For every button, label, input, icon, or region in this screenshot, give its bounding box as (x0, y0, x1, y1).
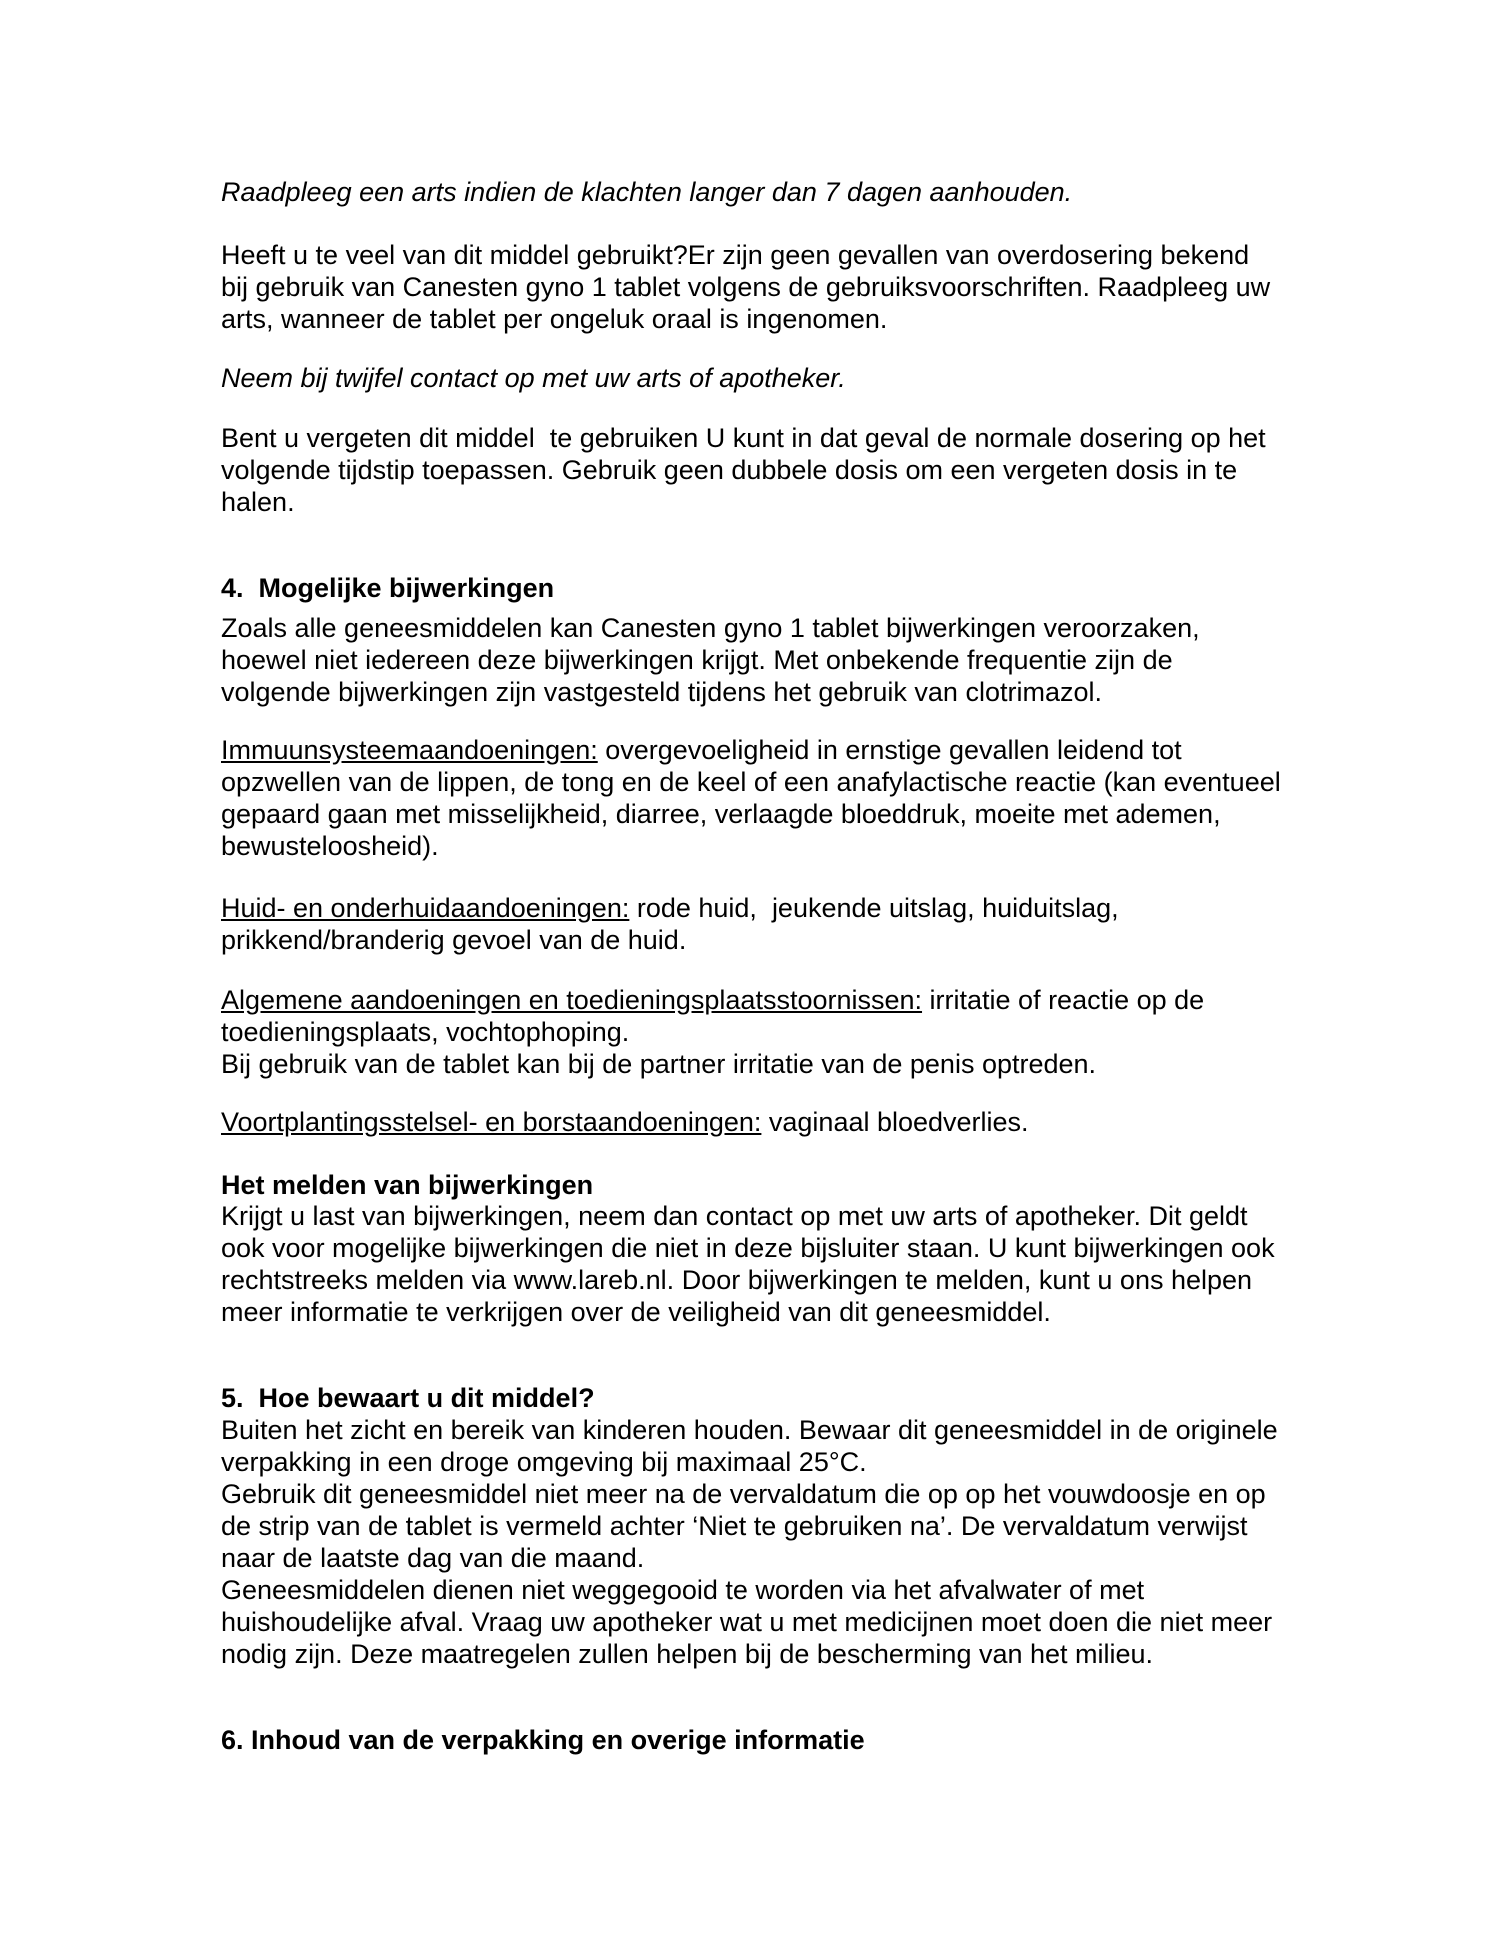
text-run: 6. Inhoud van de verpakking en overige informatie (221, 1725, 865, 1755)
text-line (221, 1542, 1311, 1574)
text-run: naar de laatste dag van die maand. (221, 1543, 645, 1573)
text-line (221, 303, 1311, 335)
text-line (221, 676, 1311, 708)
text-run: volgende tijdstip toepassen. Gebruik geen dubbele dosis om een vergeten dosis in te (221, 455, 1238, 485)
paragraph-storage-instructions (221, 1414, 1311, 1670)
text-line (221, 798, 1311, 830)
text-run: 4. Mogelijke bijwerkingen (221, 573, 555, 603)
text-run: Buiten het zicht en bereik van kinderen houden. Bewaar dit geneesmiddel in de originele (221, 1415, 1278, 1445)
paragraph-immune-system-disorders (221, 734, 1311, 862)
paragraph-doubt-contact-note (221, 362, 1311, 394)
text-run: halen. (221, 487, 295, 517)
subheading-reporting-side-effects (221, 1169, 1311, 1201)
text-line (221, 1414, 1311, 1446)
text-run: overgevoeligheid in ernstige gevallen leidend tot (597, 735, 1182, 765)
paragraph-side-effects-intro (221, 612, 1311, 708)
paragraph-overdose (221, 239, 1311, 335)
text-line (221, 1574, 1311, 1606)
text-line (221, 644, 1311, 676)
text-line (221, 734, 1311, 766)
text-run: ook voor mogelijke bijwerkingen die niet in deze bijsluiter staan. U kunt bijwerkingen ook (221, 1233, 1275, 1263)
text-line (221, 1382, 1311, 1414)
heading-section-5 (221, 1382, 1311, 1414)
text-line (221, 454, 1311, 486)
text-line (221, 1169, 1311, 1201)
underlined-term: Huid- en onderhuidaandoeningen: (221, 893, 630, 923)
heading-section-6 (221, 1724, 1311, 1756)
text-run: meer informatie te verkrijgen over de veiligheid van dit geneesmiddel. (221, 1297, 1051, 1327)
text-line (221, 892, 1311, 924)
text-run: 5. Hoe bewaart u dit middel? (221, 1383, 595, 1413)
text-run: gepaard gaan met misselijkheid, diarree, verlaagde bloeddruk, moeite met ademen, (221, 799, 1221, 829)
text-run: Krijgt u last van bijwerkingen, neem dan contact op met uw arts of apotheker. Dit geldt (221, 1201, 1248, 1231)
text-line (221, 1264, 1311, 1296)
text-line (221, 1724, 1311, 1756)
text-line (221, 1106, 1311, 1138)
text-run: opzwellen van de lippen, de tong en de keel of een anafylactische reactie (kan eventueel (221, 767, 1281, 797)
text-run: de strip van de tablet is vermeld achter ‘Niet te gebruiken na’. De vervaldatum verwijst (221, 1511, 1248, 1541)
text-line (221, 572, 1311, 604)
text-run: Zoals alle geneesmiddelen kan Canesten gyno 1 tablet bijwerkingen veroorzaken, (221, 613, 1200, 643)
text-line (221, 924, 1311, 956)
text-line (221, 422, 1311, 454)
text-run: bewusteloosheid). (221, 831, 439, 861)
text-run: Neem bij twijfel contact op met uw arts of apotheker. (221, 363, 846, 393)
paragraph-consult-doctor-note (221, 176, 1311, 208)
text-run: vaginaal bloedverlies. (761, 1107, 1029, 1137)
text-line (221, 271, 1311, 303)
underlined-term: Algemene aandoeningen en toedieningsplaatsstoornissen: (221, 985, 923, 1015)
text-run: irritatie of reactie op de (922, 985, 1205, 1015)
text-run: arts, wanneer de tablet per ongeluk oraal is ingenomen. (221, 304, 888, 334)
text-line (221, 1638, 1311, 1670)
text-run: bij gebruik van Canesten gyno 1 tablet volgens de gebruiksvoorschriften. Raadpleeg uw (221, 272, 1271, 302)
text-run: nodig zijn. Deze maatregelen zullen helpen bij de bescherming van het milieu. (221, 1639, 1154, 1669)
text-line (221, 1510, 1311, 1542)
text-line (221, 486, 1311, 518)
paragraph-general-disorders (221, 984, 1311, 1080)
paragraph-forgotten-dose (221, 422, 1311, 518)
text-run: prikkend/branderig gevoel van de huid. (221, 925, 687, 955)
text-run: Bent u vergeten dit middel te gebruiken U kunt in dat geval de normale dosering op het (221, 423, 1266, 453)
text-line (221, 1478, 1311, 1510)
underlined-term: Immuunsysteemaandoeningen: (221, 735, 598, 765)
text-run: Gebruik dit geneesmiddel niet meer na de vervaldatum die op op het vouwdoosje en op (221, 1479, 1266, 1509)
text-run: huishoudelijke afval. Vraag uw apotheker wat u met medicijnen moet doen die niet meer (221, 1607, 1273, 1637)
text-line (221, 176, 1311, 208)
text-run: Bij gebruik van de tablet kan bij de partner irritatie van de penis optreden. (221, 1049, 1097, 1079)
text-line (221, 1296, 1311, 1328)
text-line (221, 1016, 1311, 1048)
underlined-term: Voortplantingsstelsel- en borstaandoeningen: (221, 1107, 762, 1137)
text-line (221, 362, 1311, 394)
text-line (221, 1048, 1311, 1080)
heading-section-4 (221, 572, 1311, 604)
text-run: Geneesmiddelen dienen niet weggegooid te worden via het afvalwater of met (221, 1575, 1145, 1605)
text-run: Raadpleeg een arts indien de klachten langer dan 7 dagen aanhouden. (221, 177, 1073, 207)
paragraph-skin-disorders (221, 892, 1311, 956)
text-line (221, 1606, 1311, 1638)
paragraph-reporting-side-effects (221, 1200, 1311, 1328)
text-line (221, 766, 1311, 798)
text-line (221, 1200, 1311, 1232)
text-line (221, 612, 1311, 644)
text-run: Het melden van bijwerkingen (221, 1170, 594, 1200)
text-run: rode huid, jeukende uitslag, huiduitslag, (629, 893, 1119, 923)
text-line (221, 984, 1311, 1016)
text-run: Heeft u te veel van dit middel gebruikt?Er zijn geen gevallen van overdosering bekend (221, 240, 1250, 270)
paragraph-reproductive-disorders (221, 1106, 1311, 1138)
text-line (221, 830, 1311, 862)
text-run: verpakking in een droge omgeving bij maximaal 25°C. (221, 1447, 867, 1477)
text-line (221, 239, 1311, 271)
text-line (221, 1446, 1311, 1478)
text-run: volgende bijwerkingen zijn vastgesteld tijdens het gebruik van clotrimazol. (221, 677, 1102, 707)
text-run: rechtstreeks melden via www.lareb.nl. Door bijwerkingen te melden, kunt u ons helpen (221, 1265, 1253, 1295)
text-line (221, 1232, 1311, 1264)
text-run: toedieningsplaats, vochtophoping. (221, 1017, 630, 1047)
text-run: hoewel niet iedereen deze bijwerkingen krijgt. Met onbekende frequentie zijn de (221, 645, 1173, 675)
